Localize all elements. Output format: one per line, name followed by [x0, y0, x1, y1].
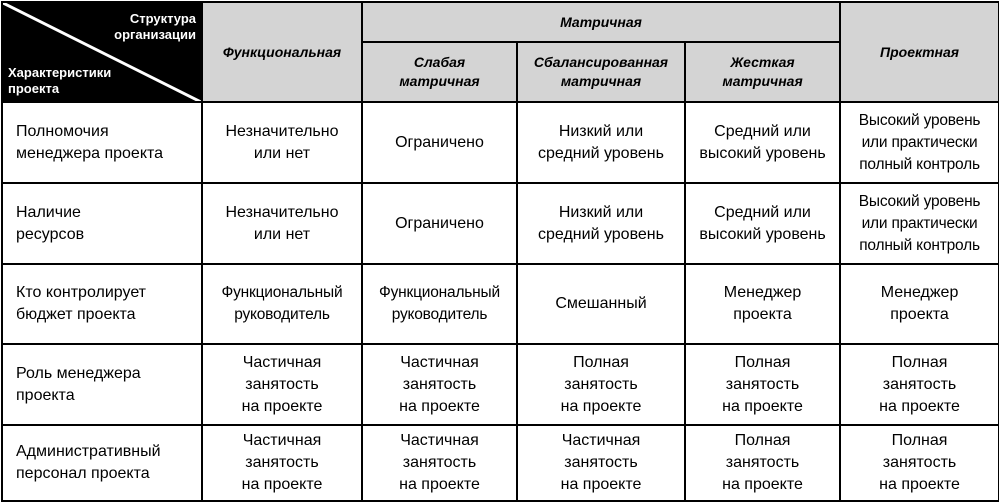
table-cell: Полная занятость на проекте [685, 425, 840, 501]
table-cell: Высокий уровень или практически полный контроль [840, 183, 999, 264]
row-label-pm-role: Роль менеджера проекта [2, 344, 202, 425]
header-matrix-group: Матричная [362, 2, 840, 42]
table-cell: Незначительно или нет [202, 102, 362, 183]
table-cell: Частичная занятость на проекте [202, 425, 362, 501]
table-row [2, 425, 999, 501]
header-weak-matrix: Слабая матричная [362, 42, 517, 102]
header-strong-matrix: Жесткая матричная [685, 42, 840, 102]
table-cell: Ограничено [362, 102, 517, 183]
table-cell: Полная занятость на проекте [685, 344, 840, 425]
row-label-admin-staff: Административный персонал проекта [2, 425, 202, 501]
corner-project-characteristics-label: Характеристики проекта [8, 65, 112, 96]
table-cell: Высокий уровень или практически полный контроль [840, 102, 999, 183]
table-row [2, 183, 999, 264]
table-cell: Менеджер проекта [840, 264, 999, 344]
table-cell: Частичная занятость на проекте [362, 425, 517, 501]
table-row [2, 344, 999, 425]
table-cell: Полная занятость на проекте [840, 344, 999, 425]
row-label-resource-availability: Наличие ресурсов [2, 183, 202, 264]
header-row-1 [2, 2, 999, 42]
table-cell: Частичная занятость на проекте [362, 344, 517, 425]
row-label-budget-control: Кто контролирует бюджет проекта [2, 264, 202, 344]
table-cell: Незначительно или нет [202, 183, 362, 264]
table-cell: Средний или высокий уровень [685, 102, 840, 183]
table-cell: Функциональный руководитель [362, 264, 517, 344]
table-cell: Смешанный [517, 264, 685, 344]
table-cell: Полная занятость на проекте [840, 425, 999, 501]
header-functional: Функциональная [202, 2, 362, 102]
table-cell: Менеджер проекта [685, 264, 840, 344]
header-projectized: Проектная [840, 2, 999, 102]
table-cell: Полная занятость на проекте [517, 344, 685, 425]
table-cell: Частичная занятость на проекте [517, 425, 685, 501]
table-cell: Частичная занятость на проекте [202, 344, 362, 425]
table-row [2, 102, 999, 183]
table-cell: Средний или высокий уровень [685, 183, 840, 264]
table-cell: Низкий или средний уровень [517, 102, 685, 183]
organization-structure-table [1, 1, 999, 502]
corner-header [2, 2, 202, 102]
corner-org-structure-label: Структура организации [114, 11, 196, 42]
table-row [2, 264, 999, 344]
table-cell: Функциональный руководитель [202, 264, 362, 344]
table-cell: Ограничено [362, 183, 517, 264]
row-label-pm-authority: Полномочия менеджера проекта [2, 102, 202, 183]
header-balanced-matrix: Сбалансированная матричная [517, 42, 685, 102]
table-cell: Низкий или средний уровень [517, 183, 685, 264]
